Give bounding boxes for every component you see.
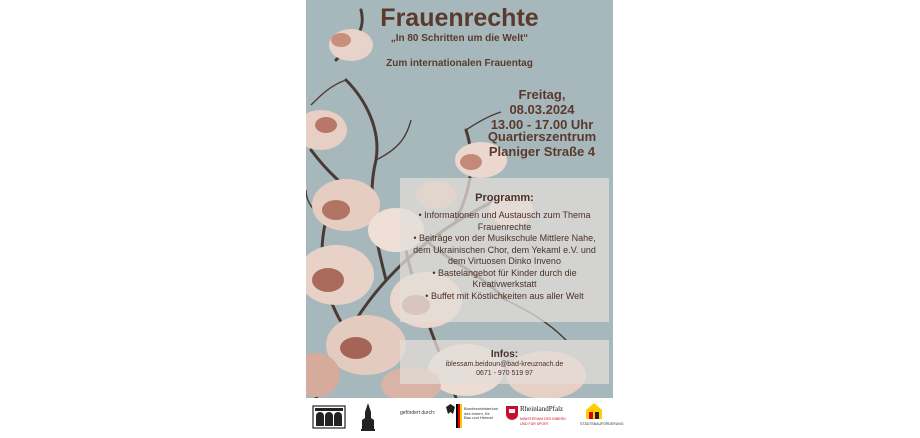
infos-email: iblessam.beidoun@bad-kreuznach.de xyxy=(445,361,564,368)
event-date: Freitag, 08.03.2024 xyxy=(509,87,575,117)
staedtebau-house-icon xyxy=(584,402,604,420)
sponsor-logo-bar xyxy=(306,398,624,438)
ministry-name: Bundesministerium des Innern, für Bau und Heimat xyxy=(464,406,499,420)
venue-name: Quartierszentrum xyxy=(487,129,597,144)
infos-phone: 0671 - 970 519 97 xyxy=(476,370,533,377)
staedtebau-label: STÄDTEBAUFÖRDERUNG xyxy=(580,422,624,426)
program-list xyxy=(400,210,609,302)
rlp-ministry: MINISTERIUM DES INNERN UND FÜR SPORT xyxy=(520,417,566,426)
program-item: • Informationen und Austausch zum Thema Frauenrechte xyxy=(418,210,591,232)
venue-address: Planiger Straße 4 xyxy=(488,144,596,159)
event-datetime xyxy=(486,87,598,132)
city-church-logo xyxy=(360,402,376,434)
poster-occasion: Zum internationalen Frauentag xyxy=(386,58,533,69)
program-heading: Programm: xyxy=(475,192,534,204)
poster-title: Frauenrechte xyxy=(380,4,539,32)
program-item: • Buffet mit Köstlichkeiten aus aller Welt xyxy=(425,290,584,301)
rlp-crest-icon xyxy=(506,406,518,420)
poster-subtitle: „In 80 Schritten um die Welt“ xyxy=(390,33,529,44)
german-flag-icon xyxy=(456,404,462,428)
rlp-name: RheinlandPfalz xyxy=(520,405,564,413)
event-time: 13.00 - 17.00 Uhr xyxy=(490,117,594,132)
event-poster xyxy=(306,0,613,398)
infos-heading: Infos: xyxy=(490,349,519,360)
quarter-arches-logo xyxy=(312,402,346,432)
federal-eagle-icon xyxy=(446,404,455,415)
program-item: • Bastelangebot für Kinder durch die Kreativwerkstatt xyxy=(432,267,577,289)
funded-by-label: gefördert durch: xyxy=(400,410,436,416)
program-item: • Beiträge von der Musikschule Mittlere Nahe, dem Ukrainischen Chor, dem Yekaml e.V. und dem Virtuosen Dinko Inveno xyxy=(413,233,596,266)
program-box xyxy=(400,178,609,322)
event-venue xyxy=(486,129,598,159)
infos-box xyxy=(400,340,609,384)
